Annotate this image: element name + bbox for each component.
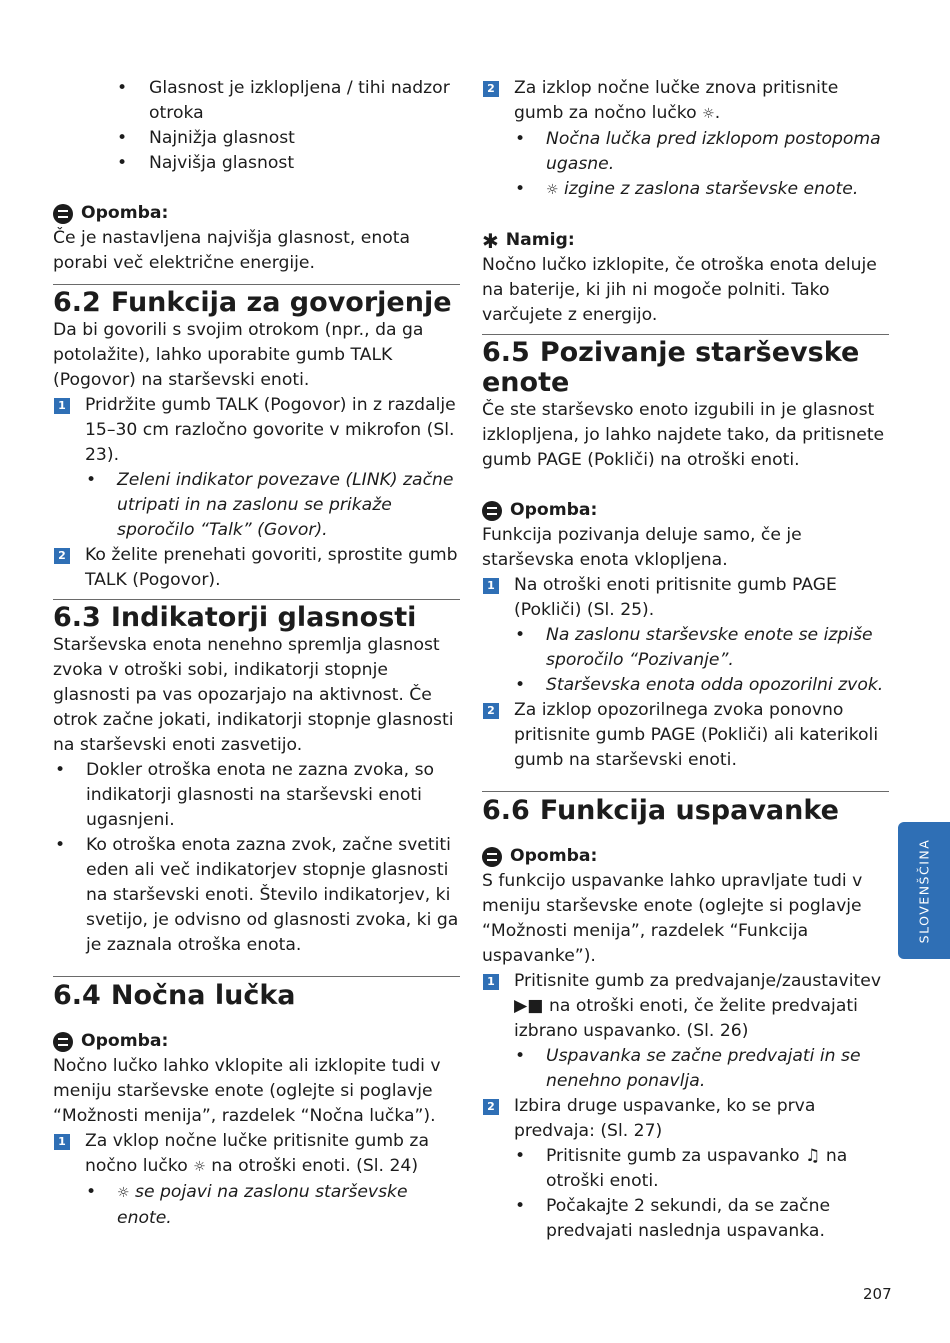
section-heading: 6.5 Pozivanje starševske enote [482, 334, 889, 398]
note-text: Funkcija pozivanja deluje samo, če je starševska enota vklopljena. [482, 525, 802, 570]
list-item: • ☼ izgine z zaslona starševske enote. [515, 179, 859, 199]
note-heading: Opomba: [482, 498, 889, 523]
note-heading: Opomba: [53, 1029, 460, 1054]
tip-icon: ✱ [482, 228, 499, 253]
paragraph: Starševska enota nenehno spremlja glasnost zvoka v otroški sobi, indikatorji stopnje glasnosti pa vas opozarjajo na aktivnost. Če otrok začne jokati, indikatorji stopnje glasnosti na starševski enoti zasvetijo. [53, 635, 454, 755]
section-heading: 6.6 Funkcija uspavanke [482, 791, 889, 826]
step: 1 Za vklop nočne lučke pritisnite gumb za nočno lučko ☼ na otroški enoti. (Sl. 24) [53, 1129, 460, 1180]
right-column [482, 76, 889, 1244]
tip-heading: ✱ Namig: [482, 228, 575, 253]
list-item: • Uspavanka se začne predvajati in se nenehno ponavlja. [515, 1046, 861, 1091]
note-heading: Opomba: [53, 201, 460, 226]
note-text: Če je nastavljena najvišja glasnost, enota porabi več električne energije. [53, 228, 411, 273]
music-note-icon: ♫ [804, 1146, 821, 1166]
list-item: • Najvišja glasnost [117, 153, 295, 173]
list-item: • Ko otroška enota zazna zvok, začne svetiti eden ali več indikatorjev stopnje glasnosti na starševski enoti. Število indikatorjev, ki svetijo, je odvisno od glasnosti zvoka, ki ga je zaznala otroška enota. [55, 835, 459, 955]
light-icon: ☼ [702, 106, 715, 122]
list-item: • Počakajte 2 sekundi, da se začne predvajati naslednja uspavanka. [515, 1196, 831, 1241]
page-number: 207 [863, 1285, 892, 1303]
note-icon [482, 847, 502, 867]
list-item: • Dokler otroška enota ne zazna zvoka, so indikatorji glasnosti na starševski enoti ugasnjeni. [55, 760, 435, 830]
step-number: 2 [483, 1099, 499, 1115]
step: 2 Za izklop nočne lučke znova pritisnite gumb za nočno lučko ☼. [482, 76, 889, 127]
list-item: • ☼ se pojavi na zaslonu starševske enote. [86, 1182, 408, 1228]
note-icon [482, 501, 502, 521]
light-icon: ☼ [546, 182, 559, 198]
step: 2 Za izklop opozorilnega zvoka ponovno pritisnite gumb PAGE (Pokliči) ali katerikoli gumb na starševski enoti. [482, 698, 889, 773]
list-item: • Glasnost je izklopljena / tihi nadzor otroka [117, 78, 450, 123]
step: 1 Pridržite gumb TALK (Pogovor) in z razdalje 15–30 cm razločno govorite v mikrofon (Sl. 23). [53, 393, 460, 468]
note-text: Nočno lučko lahko vklopite ali izklopite tudi v meniju starševske enote (oglejte si poglavje “Možnosti menija”, razdelek “Nočna lučka”). [53, 1056, 441, 1126]
paragraph: Da bi govorili s svojim otrokom (npr., da ga potolažite), lahko uporabite gumb TALK (Pogovor) na starševski enoti. [53, 320, 424, 390]
step: 1 Pritisnite gumb za predvajanje/zaustavitev ▶■ na otroški enoti, če želite predvajati izbrano uspavanko. (Sl. 26) [482, 969, 889, 1044]
section-heading: 6.4 Nočna lučka [53, 976, 460, 1011]
list-item: • Na zaslonu starševske enote se izpiše sporočilo “Pozivanje”. [515, 625, 873, 670]
step-number: 2 [483, 703, 499, 719]
list-item: • Pritisnite gumb za uspavanko ♫ na otroški enoti. [515, 1146, 848, 1191]
section-heading: 6.2 Funkcija za govorjenje [53, 284, 460, 318]
tip-text: Nočno lučko izklopite, če otroška enota deluje na baterije, ki jih ni mogoče polniti. Tako varčujete z energijo. [482, 255, 877, 325]
note-text: S funkcijo uspavanke lahko upravljate tudi v meniju starševske enote (oglejte si poglavje “Možnosti menija”, razdelek “Funkcija uspavanke”). [482, 871, 863, 966]
list-item: • Nočna lučka pred izklopom postopoma ugasne. [515, 129, 881, 174]
light-icon: ☼ [117, 1185, 130, 1201]
step-number: 2 [483, 81, 499, 97]
list-item: • Najnižja glasnost [117, 128, 295, 148]
step: 2 Ko želite prenehati govoriti, sprostite gumb TALK (Pogovor). [53, 543, 460, 593]
step-number: 1 [483, 578, 499, 594]
paragraph: Če ste starševsko enoto izgubili in je glasnost izklopljena, jo lahko najdete tako, da pritisnete gumb PAGE (Pokliči) na otroški enoti. [482, 400, 885, 470]
light-icon: ☼ [193, 1159, 206, 1175]
play-stop-icon: ▶■ [514, 996, 544, 1016]
language-tab: SLOVENŠČINA [898, 822, 950, 959]
list-item: • Starševska enota odda opozorilni zvok. [515, 675, 884, 695]
note-icon [53, 1032, 73, 1052]
note-icon [53, 204, 73, 224]
step-number: 1 [483, 974, 499, 990]
step-number: 2 [54, 548, 70, 564]
step-number: 1 [54, 398, 70, 414]
section-heading: 6.3 Indikatorji glasnosti [53, 599, 460, 633]
step-number: 1 [54, 1134, 70, 1150]
list-item: • Zeleni indikator povezave (LINK) začne utripati in na zaslonu se prikaže sporočilo “Talk” (Govor). [86, 470, 454, 540]
step: 2 Izbira druge uspavanke, ko se prva predvaja: (Sl. 27) [482, 1094, 889, 1144]
left-column [53, 76, 460, 1231]
step: 1 Na otroški enoti pritisnite gumb PAGE (Pokliči) (Sl. 25). [482, 573, 889, 623]
note-heading: Opomba: [482, 844, 889, 869]
